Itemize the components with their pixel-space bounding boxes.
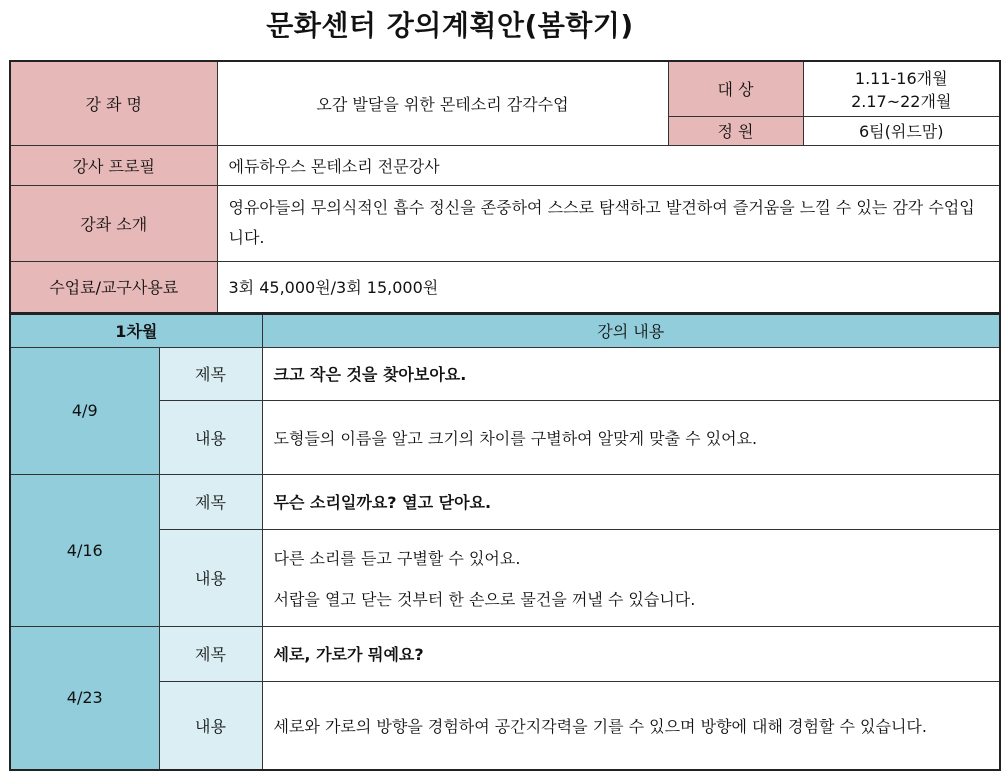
intro-value: 영유아들의 무의식적인 흡수 정신을 존중하여 스스로 탐색하고 발견하여 즐거움을 느낄 수 있는 감각 수업입니다. xyxy=(217,185,1000,261)
instructor-label: 강사 프로필 xyxy=(10,145,217,185)
course-name-label: 강 좌 명 xyxy=(10,61,217,145)
session-date: 4/9 xyxy=(10,347,159,474)
fee-label: 수업료/교구사용료 xyxy=(10,261,217,313)
session-content xyxy=(262,529,1000,626)
session-date: 4/16 xyxy=(10,474,159,626)
course-name-value: 오감 발달을 위한 몬테소리 감각수업 xyxy=(217,61,668,145)
target-line-2: 2.17~22개월 xyxy=(851,91,952,111)
session-title: 크고 작은 것을 찾아보아요. xyxy=(262,347,1000,400)
content-line: 세로와 가로의 방향을 경험하여 공간지각력을 기를 수 있으며 방향에 대해 경험할 수 있습니다. xyxy=(273,716,927,736)
target-label: 대 상 xyxy=(668,61,803,116)
capacity-label: 정 원 xyxy=(668,116,803,145)
content-label: 내용 xyxy=(159,529,262,626)
content-label: 내용 xyxy=(159,400,262,474)
content-line: 도형들의 이름을 알고 크기의 차이를 구별하여 알맞게 맞출 수 있어요. xyxy=(273,428,758,448)
instructor-value: 에듀하우스 몬테소리 전문강사 xyxy=(217,145,1000,185)
course-info-table xyxy=(9,60,1001,314)
title-label: 제목 xyxy=(159,626,262,681)
target-line-1: 1.11-16개월 xyxy=(854,68,948,88)
target-value xyxy=(803,61,1000,116)
intro-label: 강좌 소개 xyxy=(10,185,217,261)
session-date: 4/23 xyxy=(10,626,159,770)
title-label: 제목 xyxy=(159,347,262,400)
fee-value: 3회 45,000원/3회 15,000원 xyxy=(217,261,1000,313)
content-line: 다른 소리를 듣고 구별할 수 있어요. xyxy=(273,548,521,568)
capacity-value: 6팀(위드맘) xyxy=(803,116,1000,145)
session-title: 세로, 가로가 뭐예요? xyxy=(262,626,1000,681)
content-header: 강의 내용 xyxy=(262,314,1000,347)
session-title: 무슨 소리일까요? 열고 닫아요. xyxy=(262,474,1000,529)
content-label: 내용 xyxy=(159,681,262,770)
document-title: 문화센터 강의계획안(봄학기) xyxy=(266,9,634,42)
content-line: 서랍을 열고 닫는 것부터 한 손으로 물건을 꺼낼 수 있습니다. xyxy=(273,589,696,609)
schedule-table xyxy=(9,313,1001,771)
session-content xyxy=(262,681,1000,770)
title-label: 제목 xyxy=(159,474,262,529)
session-content xyxy=(262,400,1000,474)
period-header: 1차월 xyxy=(10,314,262,347)
